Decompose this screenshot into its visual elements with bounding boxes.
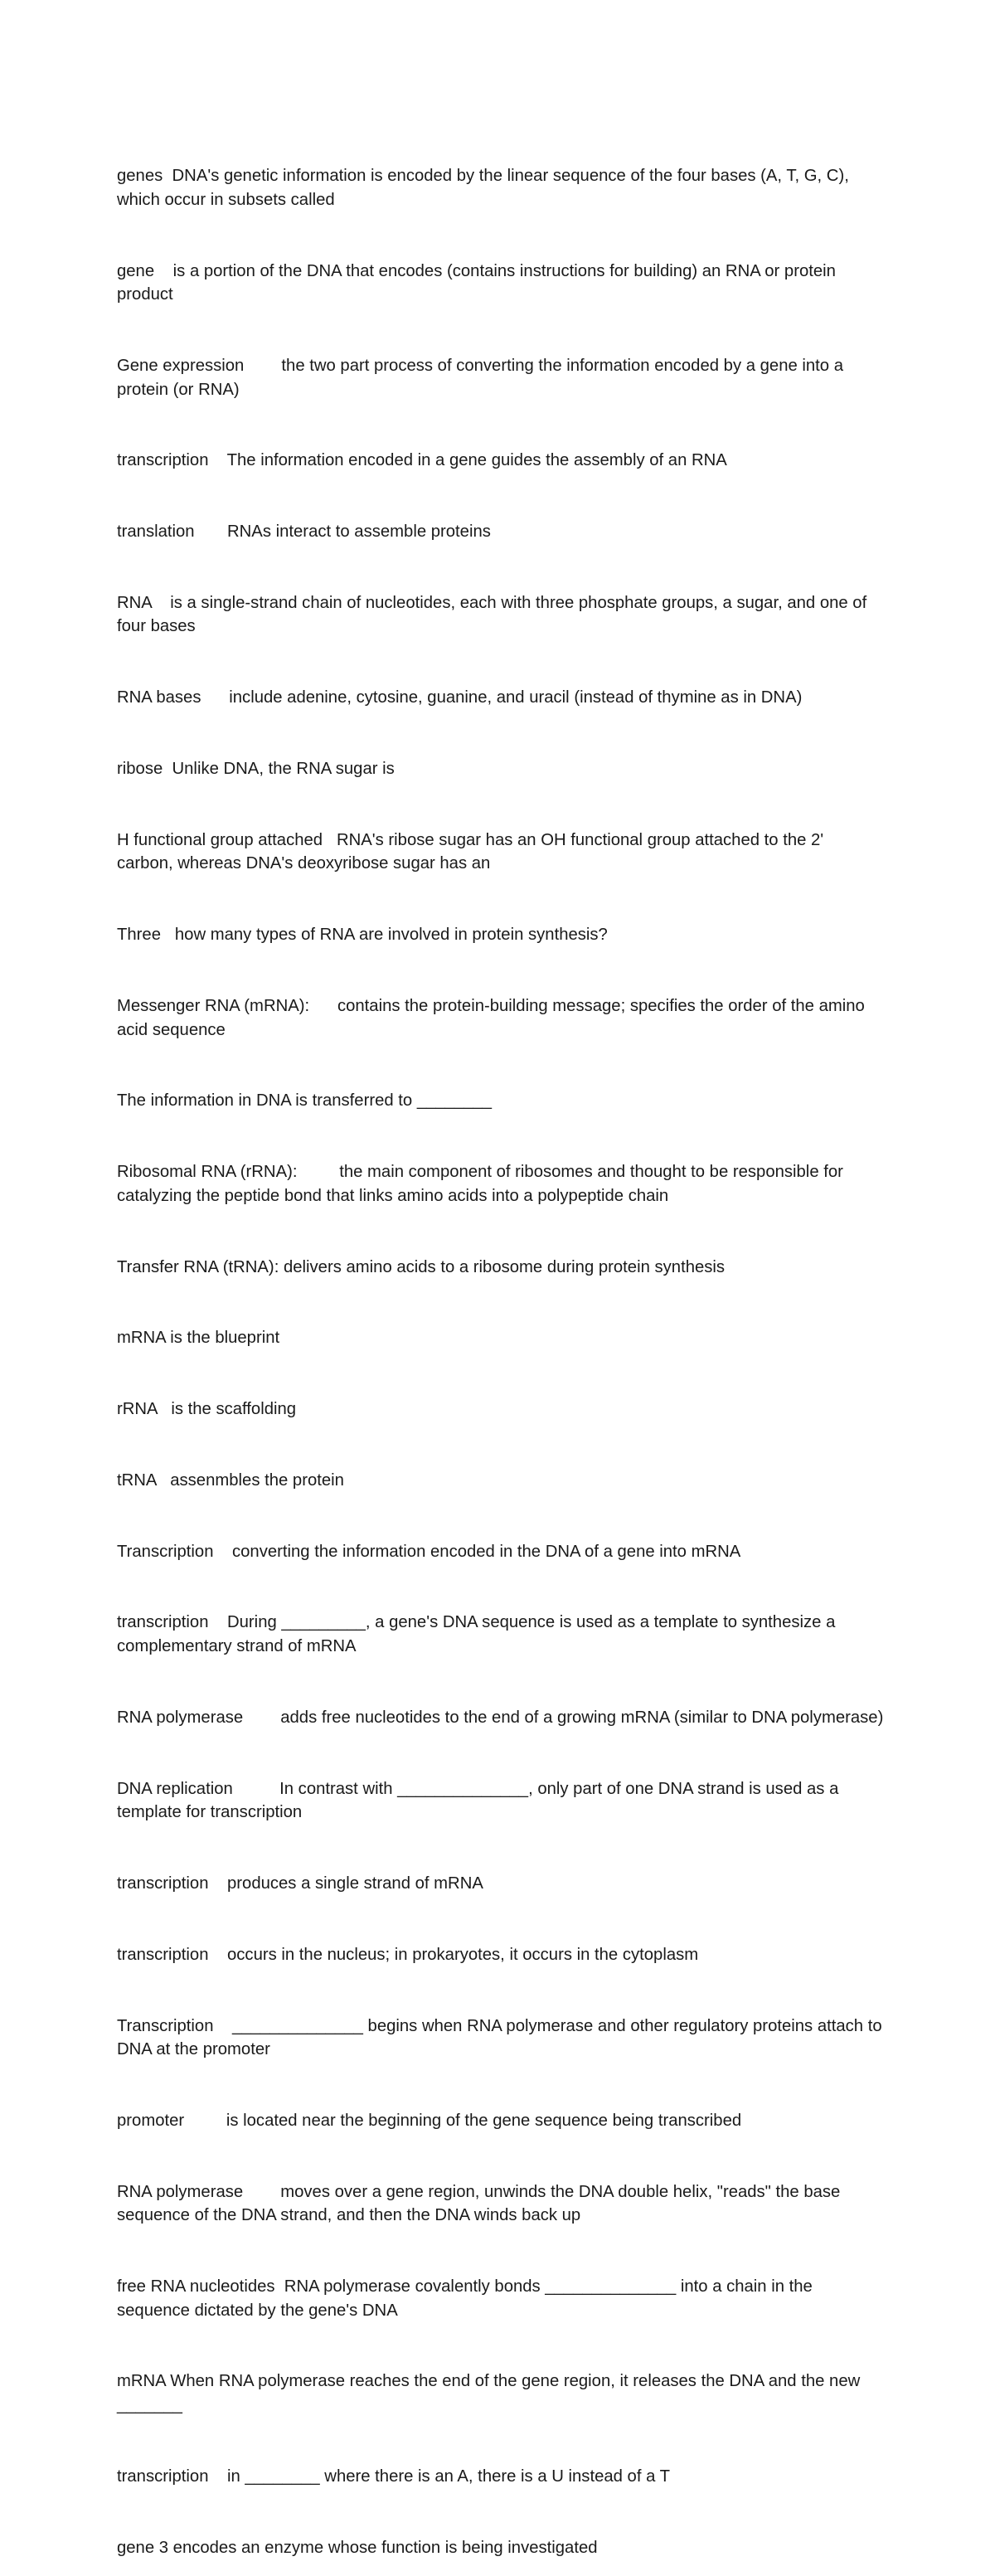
text-line: transcription in ________ where there is an A, there is a U instead of a T <box>117 2467 671 2486</box>
text-line: RNA polymerase moves over a gene region, unwinds the DNA double helix, "reads" the base sequence of the DNA strand, and then the DNA winds back up <box>117 2182 845 2225</box>
text-line: translation RNAs interact to assemble proteins <box>117 522 491 542</box>
text-line: transcription During _________, a gene's DNA sequence is used as a template to synthesize a complementary strand of mRNA <box>117 1613 840 1655</box>
text-line: RNA bases include adenine, cytosine, guanine, and uracil (instead of thymine as in DNA) <box>117 688 803 707</box>
document-body <box>117 117 887 2576</box>
text-line: free RNA nucleotides RNA polymerase covalently bonds ______________ into a chain in the sequence dictated by the gene's DNA <box>117 2277 818 2320</box>
text-line: transcription occurs in the nucleus; in prokaryotes, it occurs in the cytoplasm <box>117 1945 699 1964</box>
text-line: gene is a portion of the DNA that encodes (contains instructions for building) an RNA or protein product <box>117 261 841 304</box>
text-line: Messenger RNA (mRNA): contains the protein-building message; specifies the order of the amino acid sequence <box>117 996 870 1039</box>
text-line: H functional group attached RNA's ribose sugar has an OH functional group attached to the 2' carbon, whereas DNA's deoxyribose sugar has an <box>117 830 828 873</box>
text-line: tRNA assenmbles the protein <box>117 1470 344 1490</box>
text-line: Transfer RNA (tRNA): delivers amino acids to a ribosome during protein synthesis <box>117 1257 726 1276</box>
text-line: Three how many types of RNA are involved in protein synthesis? <box>117 926 608 945</box>
text-line: Ribosomal RNA (rRNA): the main component of ribosomes and thought to be responsible for catalyzing the peptide bond that links amino acids into a polypeptide chain <box>117 1163 848 1205</box>
text-line: The information in DNA is transferred to ________ <box>117 1091 493 1111</box>
text-line: gene 3 encodes an enzyme whose function is being investigated <box>117 2538 598 2557</box>
text-line: promoter is located near the beginning of the gene sequence being transcribed <box>117 2111 742 2130</box>
text-line: Gene expression the two part process of converting the information encoded by a gene into a protein (or RNA) <box>117 356 848 399</box>
text-line: mRNA is the blueprint <box>117 1329 280 1348</box>
text-line: Transcription converting the information encoded in the DNA of a gene into mRNA <box>117 1542 741 1561</box>
text-line: genes DNA's genetic information is encoded by the linear sequence of the four bases (A, T, G, C), which occur in subsets called <box>117 167 854 209</box>
text-line: ribose Unlike DNA, the RNA sugar is <box>117 760 395 779</box>
text-line: RNA is a single-strand chain of nucleotides, each with three phosphate groups, a sugar, and one of four bases <box>117 593 871 636</box>
text-line: rRNA is the scaffolding <box>117 1400 297 1419</box>
text-line: mRNA When RNA polymerase reaches the end of the gene region, it releases the DNA and the new _______ <box>117 2372 865 2414</box>
text-line: Transcription ______________ begins when RNA polymerase and other regulatory proteins attach to DNA at the promoter <box>117 2016 887 2059</box>
text-line: transcription produces a single strand of mRNA <box>117 1874 483 1893</box>
text-line: transcription The information encoded in a gene guides the assembly of an RNA <box>117 451 727 470</box>
text-line: DNA replication In contrast with ______________, only part of one DNA strand is used as a template for transcription <box>117 1779 843 1822</box>
text-line: RNA polymerase adds free nucleotides to the end of a growing mRNA (similar to DNA polymerase) <box>117 1708 884 1727</box>
